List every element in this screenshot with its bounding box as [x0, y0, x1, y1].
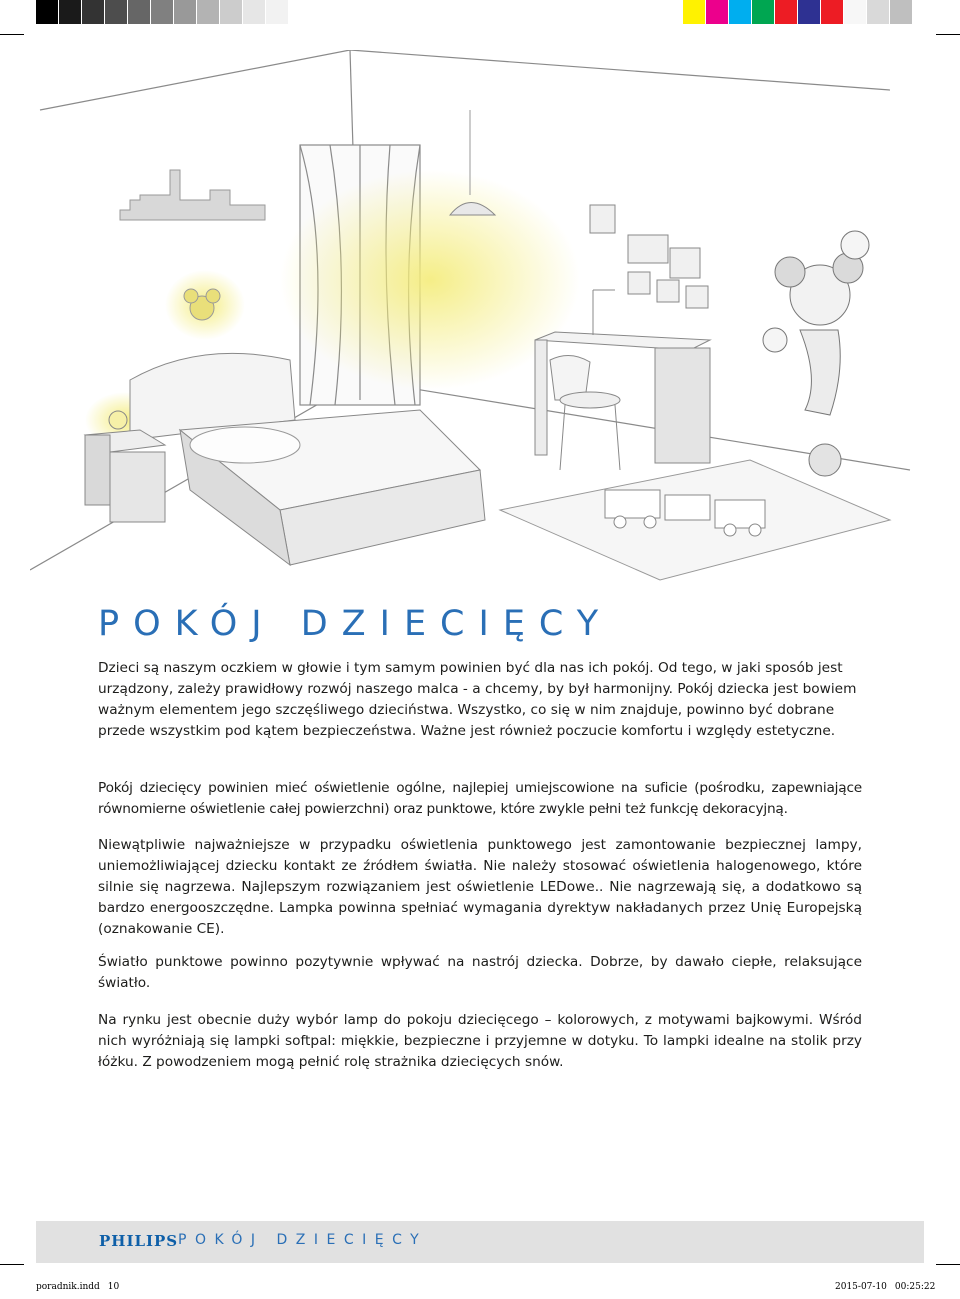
- cmyk-swatch-1: [706, 0, 729, 24]
- grayscale-swatch-2: [82, 0, 105, 24]
- lighting-paragraph: Pokój dziecięcy powinien mieć oświetlenie ogólne, najlepiej umiejscowione na suficie (pośrodku, zapewniające równomierne oświetlenie całej powierzchni) oraz punktowe, które zwykle pełni też funkcję dekoracyjną.: [98, 780, 862, 817]
- crop-mark-bottom-left: [0, 1264, 24, 1265]
- grayscale-swatch-7: [197, 0, 220, 24]
- philips-logo: PHILIPS: [99, 1232, 179, 1250]
- child-bedroom-illustration: [30, 50, 930, 590]
- grayscale-swatch-9: [243, 0, 266, 24]
- cmyk-swatch-4: [775, 0, 798, 24]
- grayscale-color-bar: [36, 0, 289, 24]
- slug-file-info: [36, 1282, 119, 1292]
- cmyk-swatch-3: [752, 0, 775, 24]
- slug-file-name: poradnik.indd: [36, 1282, 100, 1292]
- cmyk-swatch-2: [729, 0, 752, 24]
- grayscale-swatch-4: [128, 0, 151, 24]
- crop-mark-top-right: [936, 34, 960, 35]
- cmyk-color-bar: [683, 0, 913, 24]
- cmyk-swatch-8: [867, 0, 890, 24]
- grayscale-swatch-6: [174, 0, 197, 24]
- cmyk-swatch-9: [890, 0, 913, 24]
- cmyk-swatch-0: [683, 0, 706, 24]
- slug-page-number: 10: [107, 1282, 120, 1292]
- slug-time: 00:25:22: [894, 1282, 936, 1292]
- cmyk-swatch-7: [844, 0, 867, 24]
- slug-date: 2015-07-10: [835, 1282, 887, 1292]
- grayscale-swatch-0: [36, 0, 59, 24]
- crop-mark-top-left: [0, 34, 24, 35]
- mood-paragraph: Światło punktowe powinno pozytywnie wpływać na nastrój dziecka. Dobrze, by dawało ciepłe, relaksujące światło.: [98, 954, 862, 991]
- crop-mark-bottom-right: [936, 1264, 960, 1265]
- cmyk-swatch-6: [821, 0, 844, 24]
- footer-title: POKÓJ DZIECIĘCY: [178, 1232, 428, 1248]
- grayscale-swatch-10: [266, 0, 289, 24]
- intro-paragraph: Dzieci są naszym oczkiem w głowie i tym samym powinien być dla nas ich pokój. Od tego, w jaki sposób jest urządzony, zależy prawidłowy rozwój naszego malca - a chcemy, by był harmonijny. Pokój dziecka jest bowiem ważnym elementem jego szczęśliwego dzieciństwa. Wszystko, co się w nim znajduje, powinno być dobrane przede wszystkim pod kątem bezpieczeństwa. Ważne jest również poczucie komfortu i względy estetyczne.: [98, 660, 857, 739]
- cmyk-swatch-5: [798, 0, 821, 24]
- grayscale-swatch-8: [220, 0, 243, 24]
- grayscale-swatch-5: [151, 0, 174, 24]
- slug-timestamp: [835, 1282, 935, 1292]
- grayscale-swatch-3: [105, 0, 128, 24]
- footer-band: [36, 1221, 924, 1263]
- grayscale-swatch-1: [59, 0, 82, 24]
- market-paragraph: Na rynku jest obecnie duży wybór lamp do pokoju dziecięcego – kolorowych, z motywami bajkowymi. Wśród nich wyróżniają się lampki softpal: miękkie, bezpieczne i przyjemne w dotyku. To lampki idealne na stolik przy łóżku. Z powodzeniem mogą pełnić rolę strażnika dziecięcych snów.: [98, 1012, 862, 1070]
- page-title: POKÓJ DZIECIĘCY: [98, 604, 613, 644]
- safety-paragraph: Niewątpliwie najważniejsze w przypadku oświetlenia punktowego jest zamontowanie bezpiecznej lampy, uniemożliwiającej dziecku kontakt ze źródłem światła. Nie należy stosować oświetlenia halogenowego, które silnie się nagrzewa. Najlepszym rozwiązaniem jest oświetlenie LEDowe.. Nie nagrzewają się, a dodatkowo są bardzo energooszczędne. Lampka powinna spełniać wymagania dyrektyw nakładanych przez Unię Europejską (oznakowanie CE).: [98, 837, 862, 937]
